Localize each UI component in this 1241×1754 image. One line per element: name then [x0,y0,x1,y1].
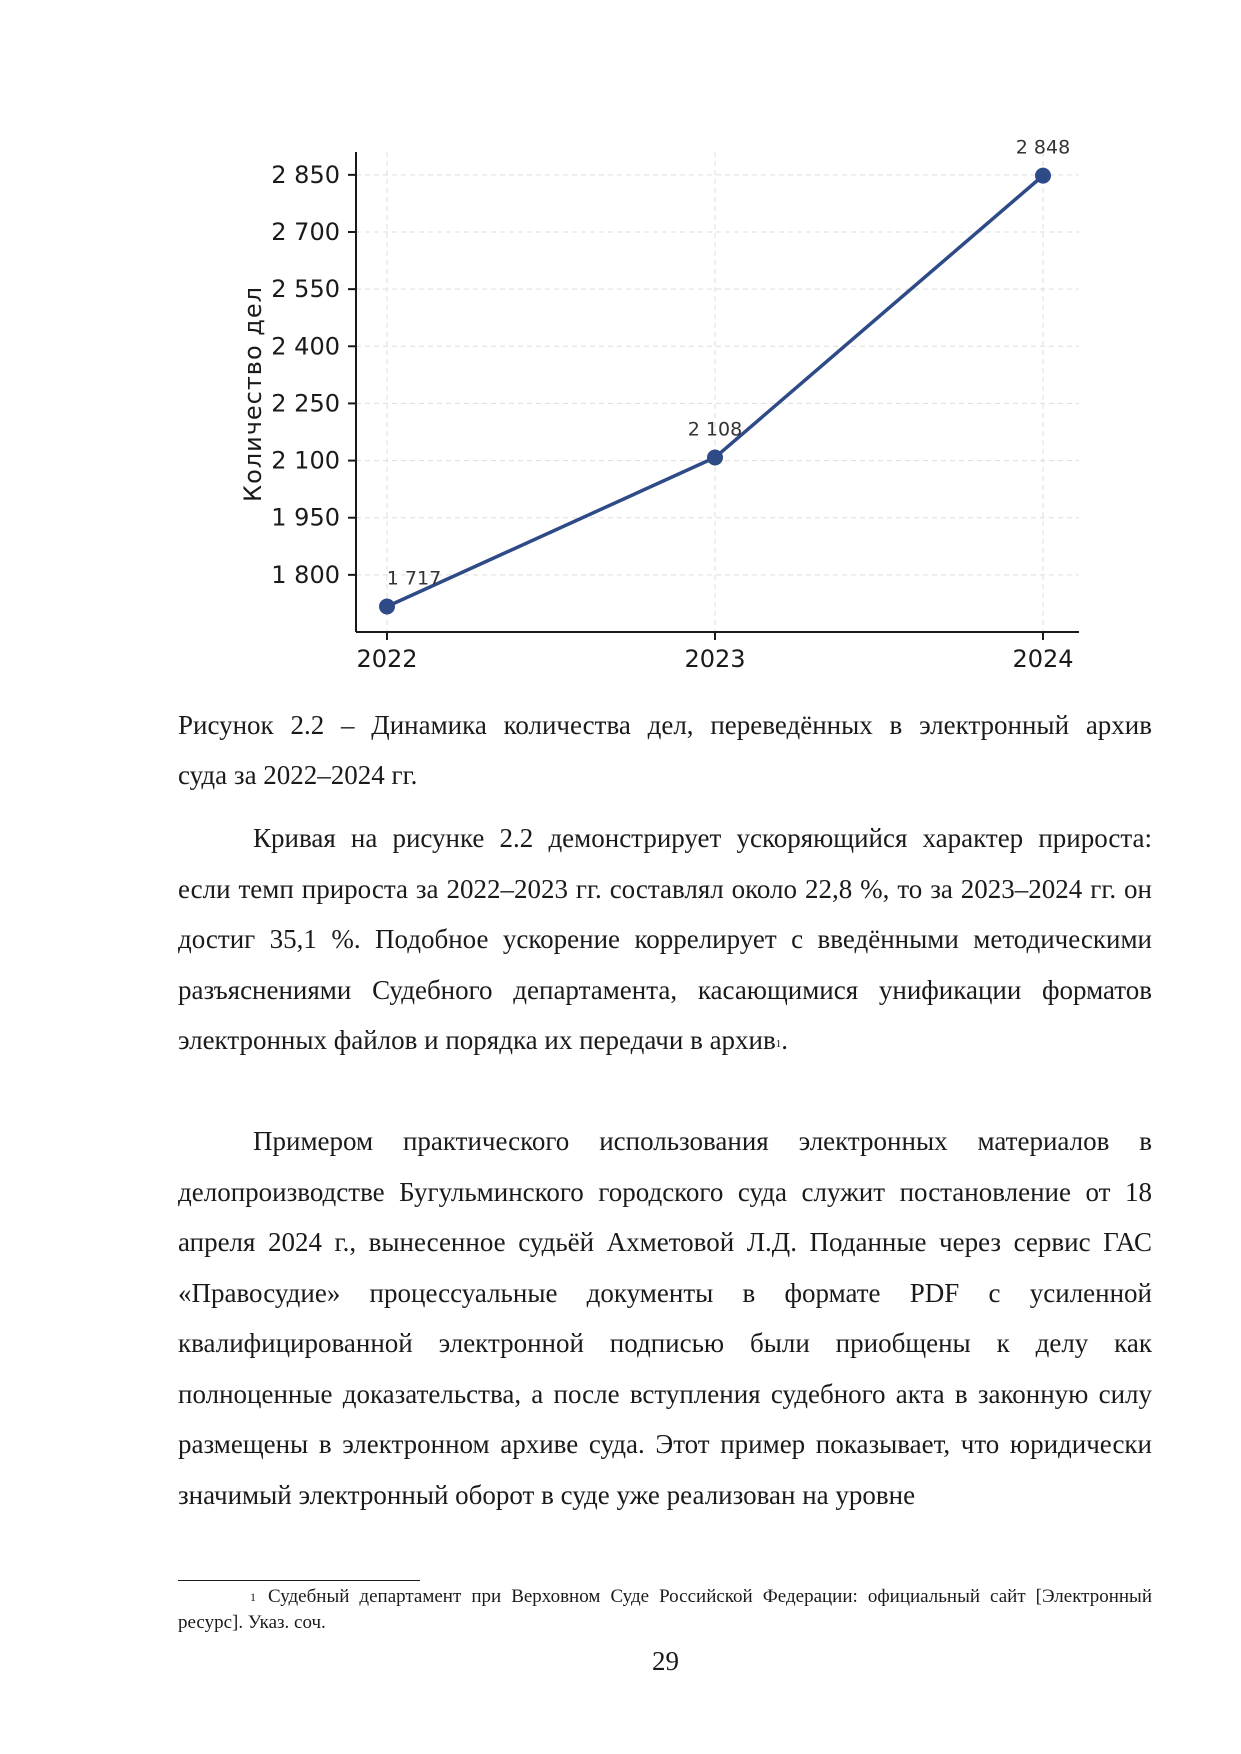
y-tick-label: 1 800 [271,560,340,589]
y-tick-label: 2 100 [271,446,340,475]
footnote-text: Судебный департамент при Верховном Суде Российской Федерации: официальный сайт [Электронный ресурс]. Указ. соч. [178,1586,1152,1633]
y-tick-label: 2 550 [271,275,340,304]
paragraph-2: Примером практического использования электронных материалов в делопроизводстве Бугульминского городского суда служит постановление от 18 апреля 2024 г., вынесенное судьёй Ахметовой Л.Д. Поданные через сервис ГАС «Правосудие» процессуальные документы в формате PDF с усиленной квалифицированной электронной подписью были приобщены к делу как полноценные доказательства, а после вступления судебного акта в законную силу размещены в электронном архиве суда. Этот пример показывает, что юридически значимый электронный оборот в суде уже реализован на уровне [178,1126,1152,1510]
y-ticks [271,161,356,589]
paragraph-1-text: Кривая на рисунке 2.2 демонстрирует ускоряющийся характер прироста: если темп прироста за 2022–2023 гг. составлял около 22,8 %, то за 2023–2024 гг. он достиг 35,1 %. Подобное ускорение коррелирует с введёнными методическими разъяснениями Судебного департамента, касающимися унификации форматов электронных файлов и порядка их передачи в архив [178,823,1152,1055]
footnote [178,1584,1152,1636]
x-ticks [356,632,1073,673]
data-point [1035,168,1051,184]
y-tick-label: 2 400 [271,332,340,361]
chart-grid [356,152,1079,632]
figure-caption [178,700,1152,800]
paragraph-1-end: . [781,1025,788,1055]
paragraph-1 [178,813,1152,1066]
footnote-number: 1 [250,1590,256,1604]
y-axis-label: Количество дел [239,286,267,502]
y-tick-label: 2 700 [271,218,340,246]
data-label: 2 848 [1015,136,1071,159]
y-tick-label: 2 250 [271,389,340,418]
x-tick-label: 2024 [1012,645,1074,673]
x-tick-label: 2022 [356,645,418,673]
data-point [379,598,395,614]
x-tick-label: 2023 [684,645,746,673]
line-chart [0,0,1241,690]
data-label: 1 717 [386,567,442,590]
chart-axes [356,152,1079,632]
caption-line-2: суда за 2022–2024 гг. [178,760,418,790]
footnote-ref[interactable]: 1 [775,1038,782,1050]
y-tick-label: 1 950 [271,503,340,532]
page-number: 29 [652,1646,679,1676]
y-tick-label: 2 850 [271,160,340,189]
series [379,137,1070,615]
caption-line-1: Рисунок 2.2 – Динамика количества дел, переведённых в электронный архив [178,710,1152,740]
footnote-separator [178,1580,420,1581]
data-point [707,450,723,466]
data-label: 2 108 [687,418,743,441]
